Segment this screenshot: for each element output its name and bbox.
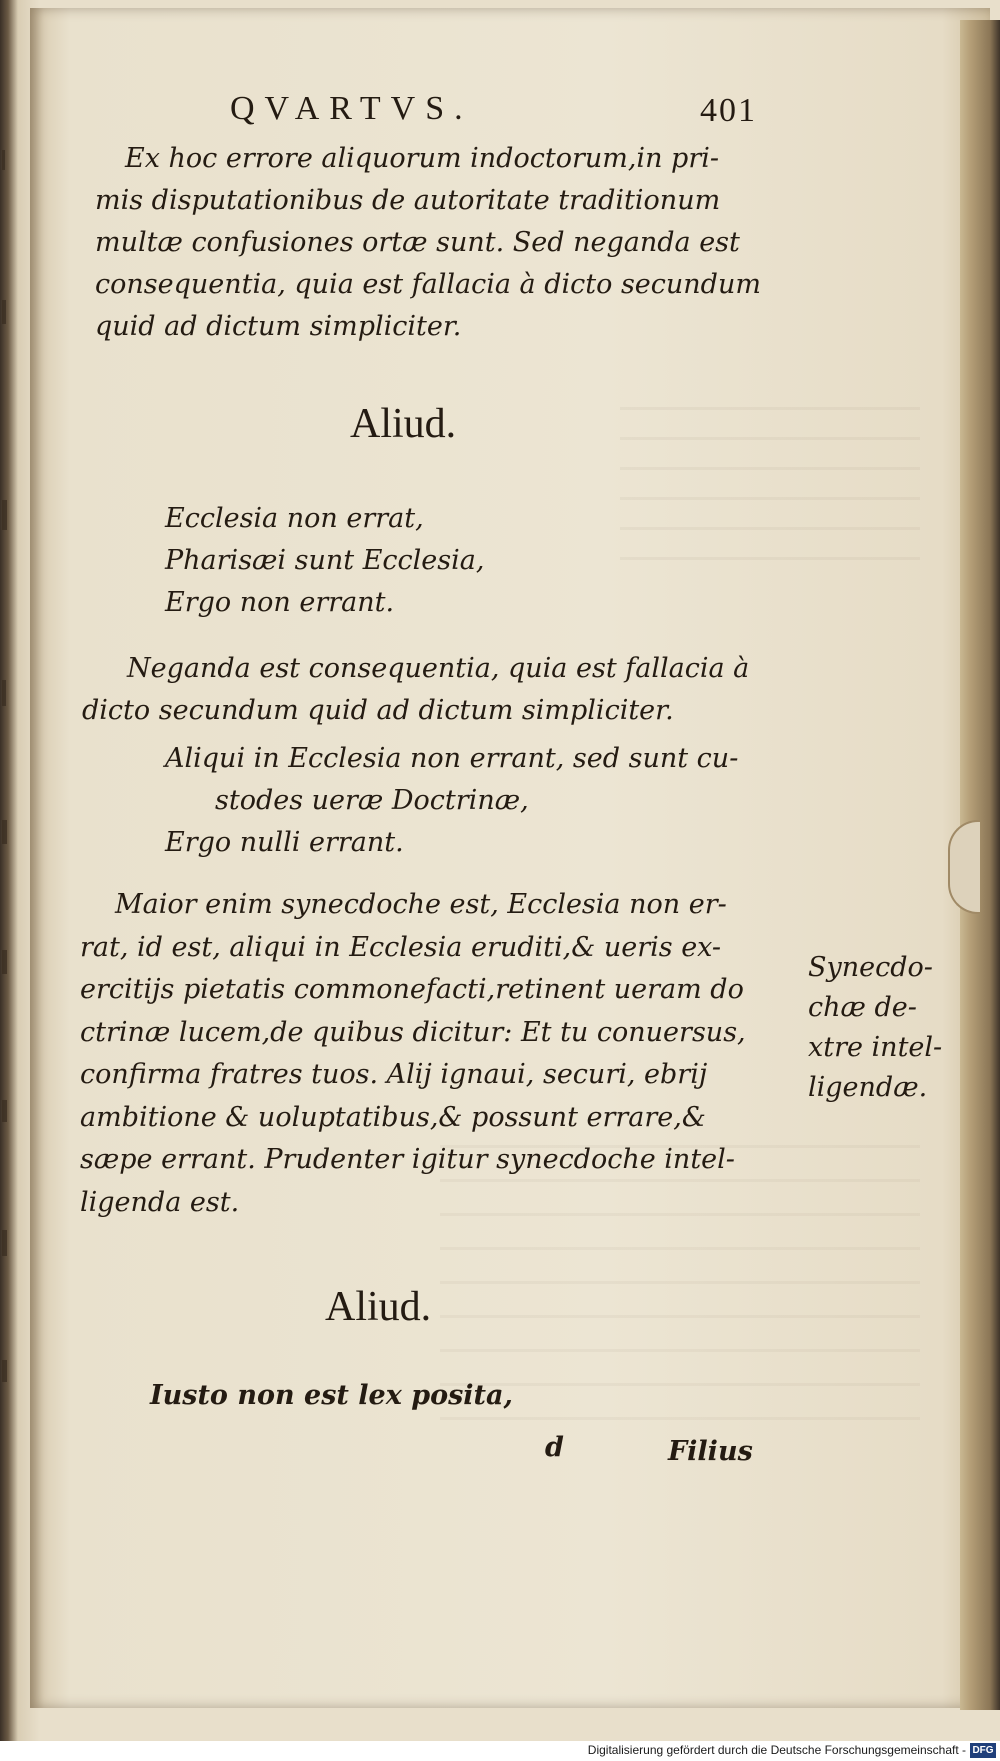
text-line: Ergo non errant. [165,587,395,618]
syllogism-2 [165,738,738,864]
running-title: QVARTVS. [230,90,473,127]
text-line: dicto secundum quid ad dictum simpliciter. [82,695,674,726]
syllogism-3-line: Iusto non est lex posita, [150,1380,513,1411]
paragraph-1 [95,138,761,348]
paragraph-3 [80,884,746,1224]
text-line: quid ad dictum simpliciter. [95,311,462,342]
syllogism-1 [165,498,484,624]
text-line: ambitione & uoluptatibus,& possunt errare,& [80,1101,706,1133]
text-line: Ergo nulli errant. [165,827,404,858]
text-line: multæ confusiones ortæ sunt. Sed neganda est [95,227,740,258]
text-line: Neganda est consequentia, quia est fallacia à [127,653,750,684]
dfg-logo: DFG [970,1743,996,1758]
text-line: ercitijs pietatis commonefacti,retinent ueram do [80,974,744,1005]
text-line: rat, id est, aliqui in Ecclesia eruditi,& ueris ex- [80,931,722,963]
running-head [230,90,930,130]
text-line: confirma fratres tuos. Alij ignaui, securi, ebrij [80,1059,708,1090]
signature-mark: d [545,1432,564,1463]
page-number: 401 [700,92,757,129]
section-heading: Aliud. [350,401,457,447]
text-line: ligenda est. [80,1186,240,1218]
text-line: Aliqui in Ecclesia non errant, sed sunt cu- [165,743,739,774]
footer-bar [0,1741,1000,1761]
show-through-texture [620,380,920,560]
text-line: ctrinæ lucem,de quibus dicitur: Et tu conuersus, [80,1016,746,1048]
text-line: stodes ueræ Doctrinæ, [215,785,529,816]
paragraph-2 [82,648,749,732]
margin-note [808,948,942,1108]
footer-credit: Digitalisierung gefördert durch die Deutsche Forschungsgemeinschaft - [587,1743,966,1757]
text-line: Ex hoc errore aliquorum indoctorum,in pri- [125,143,719,174]
catchword: Filius [668,1436,753,1467]
text-line: Maior enim synecdoche est, Ecclesia non er- [115,889,727,920]
text-line: Pharisæi sunt Ecclesia, [165,545,485,576]
margin-note-line: xtre intel- [808,1032,943,1063]
section-heading: Aliud. [325,1284,432,1330]
text-line: Ecclesia non errat, [165,503,424,534]
margin-note-line: ligendæ. [808,1072,928,1103]
page-clip [948,820,980,914]
text-line: sæpe errant. Prudenter igitur synecdoche intel- [80,1144,735,1175]
text-line: mis disputationibus de autoritate traditionum [95,185,721,216]
facing-page-fragment [0,120,22,1480]
text-line: consequentia, quia est fallacia à dicto secundum [95,269,761,300]
margin-note-line: chæ de- [808,992,917,1023]
margin-note-line: Synecdo- [808,952,933,983]
